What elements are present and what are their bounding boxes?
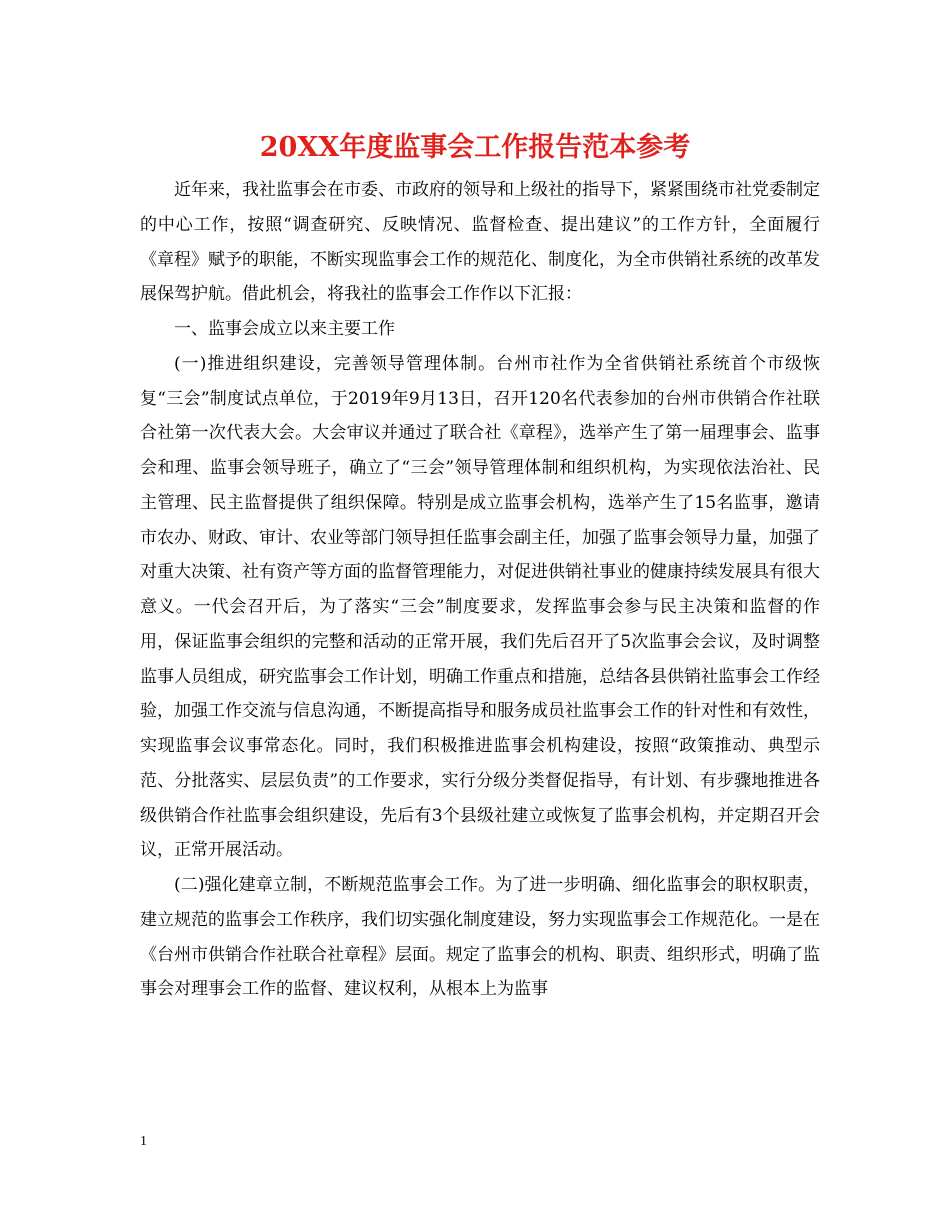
section-heading: 一、监事会成立以来主要工作 (174, 319, 395, 339)
document-title: 20XX年度监事会工作报告范本参考 (259, 132, 691, 163)
subsection-paragraph-2: (二)强化建章立制，不断规范监事会工作。为了进一步明确、细化监事会的职权职责，建立规范的监事会工作秩序，我们切实强化制度建设，努力实现监事会工作规范化。一是在《台州市供销合作社联合社章程》层面。规定了监事会的机构、职责、组织形式，明确了监事会对理事会工作的监督、建议权利，从根本上为监事 (140, 875, 820, 1000)
intro-paragraph: 近年来，我社监事会在市委、市政府的领导和上级社的指导下，紧紧围绕市社党委制定的中心工作，按照“调查研究、反映情况、监督检查、提出建议”的工作方针，全面履行《章程》赋予的职能，不断实现监事会工作的规范化、制度化，为全市供销社系统的改革发展保驾护航。借此机会，将我社的监事会工作作以下汇报： (140, 180, 820, 305)
document-body (140, 173, 820, 1007)
page-number: 1 (140, 1134, 147, 1149)
subsection-paragraph-1: (一)推进组织建设，完善领导管理体制。台州市社作为全省供销社系统首个市级恢复“三会”制度试点单位，于2019年9月13日，召开120名代表参加的台州市供销合作社联合社第一次代表大会。大会审议并通过了联合社《章程》，选举产生了第一届理事会、监事会和理、监事会领导班子，确立了“三会”领导管理体制和组织机构，为实现依法治社、民主管理、民主监督提供了组织保障。特别是成立监事会机构，选举产生了15名监事，邀请市农办、财政、审计、农业等部门领导担任监事会副主任，加强了监事会领导力量，加强了对重大决策、社有资产等方面的监督管理能力，对促进供销社事业的健康持续发展具有很大意义。一代会召开后，为了落实“三会”制度要求，发挥监事会参与民主决策和监督的作用，保证监事会组织的完整和活动的正常开展，我们先后召开了5次监事会会议，及时调整监事人员组成，研究监事会工作计划，明确工作重点和措施，总结各县供销社监事会工作经验，加强工作交流与信息沟通，不断提高指导和服务成员社监事会工作的针对性和有效性，实现监事会议事常态化。同时，我们积极推进监事会机构建设，按照“政策推动、典型示范、分批落实、层层负责”的工作要求，实行分级分类督促指导，有计划、有步骤地推进各级供销合作社监事会组织建设，先后有3个县级社建立或恢复了监事会机构，并定期召开会议，正常开展活动。 (140, 353, 820, 861)
